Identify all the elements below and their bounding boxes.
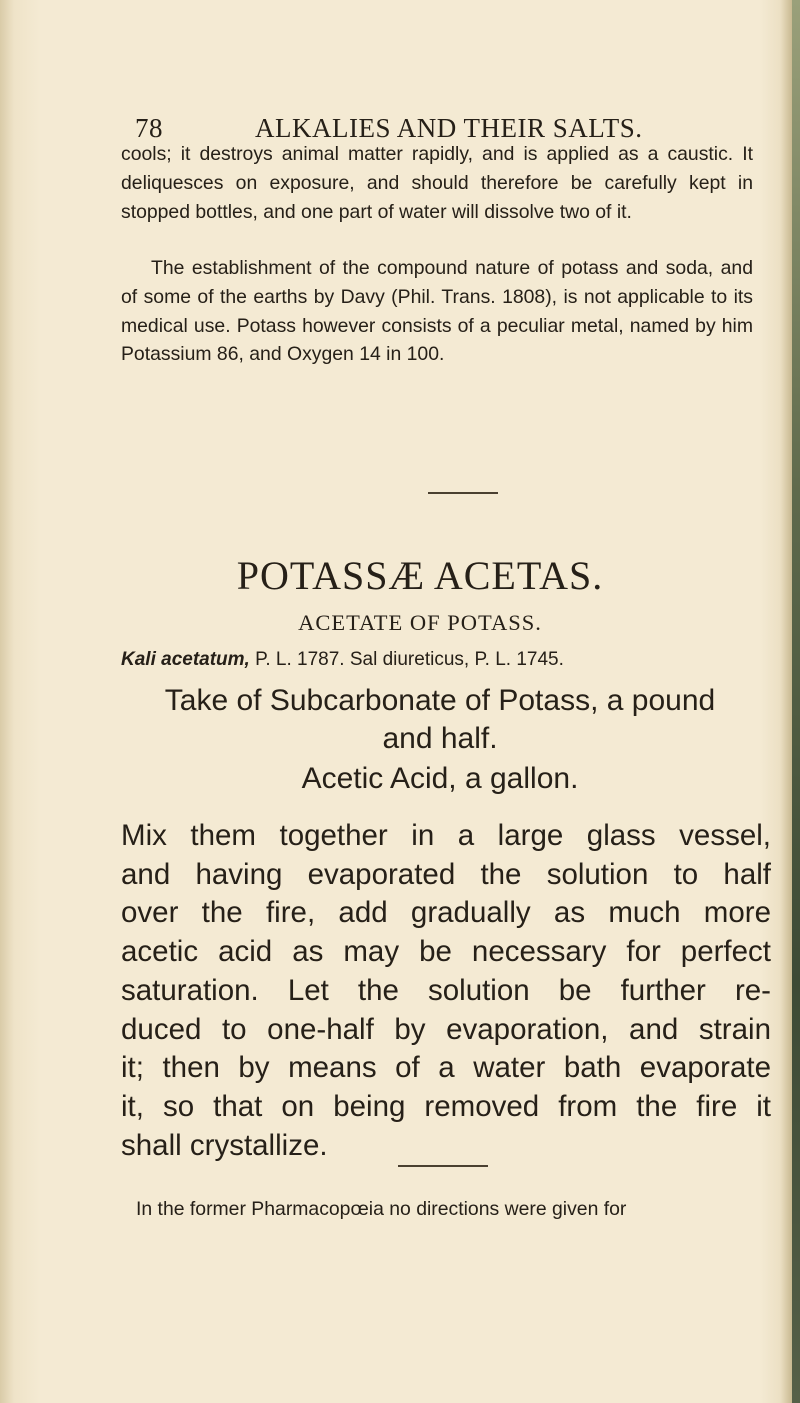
section-subheading: ACETATE OF POTASS. xyxy=(298,610,542,635)
footnote-divider xyxy=(398,1165,488,1167)
recipe-line-1: Take of Subcarbonate of Potass, a pound xyxy=(164,684,716,717)
page-edge xyxy=(792,0,800,1403)
directions-line: over the fire, add gradually as much more xyxy=(121,896,771,930)
synonym-name: Kali acetatum, xyxy=(121,649,250,670)
directions-line: it; then by means of a water bath evaporate xyxy=(121,1051,771,1085)
recipe-line-3: Acetic Acid, a gallon. xyxy=(301,762,579,795)
directions-line: and having evaporated the solution to half xyxy=(121,857,771,891)
recipe-line-2: and half. xyxy=(382,722,498,755)
paragraph-caustic: cools; it destroys animal matter rapidly, and is applied as a caustic. It deliquesces on exposure, and should therefore be carefully kept in stopped bottles, and one part of water will dissolve two of it. xyxy=(121,143,753,223)
paragraph-davy: The establishment of the compound nature of potass and soda, and of some of the earths by Davy (Phil. Trans. 1808), is not applicable to its medical use. Potass however consists of a peculiar metal, named by him Potassium 86, and Oxygen 14 in 100. xyxy=(121,257,753,366)
synonym-references: P. L. 1787. Sal diureticus, P. L. 1745. xyxy=(249,649,564,670)
section-divider xyxy=(428,492,498,494)
directions-line: saturation. Let the solution be further re- xyxy=(121,973,771,1007)
directions-paragraph xyxy=(121,817,771,1165)
directions-line: duced to one-half by evaporation, and strain xyxy=(121,1012,771,1046)
directions-line: shall crystallize. xyxy=(121,1128,328,1162)
directions-line: it, so that on being removed from the fire it xyxy=(121,1089,771,1123)
section-heading: POTASSÆ ACETAS. xyxy=(236,553,604,598)
running-title: ALKALIES AND THEIR SALTS. xyxy=(255,113,643,143)
page-number: 78 xyxy=(135,113,163,143)
directions-line: acetic acid as may be necessary for perfect xyxy=(121,935,771,969)
footnote-text: In the former Pharmacopœia no directions were given for xyxy=(136,1198,627,1220)
directions-line: Mix them together in a large glass vessel, xyxy=(121,819,771,852)
synonyms-line xyxy=(121,649,761,671)
